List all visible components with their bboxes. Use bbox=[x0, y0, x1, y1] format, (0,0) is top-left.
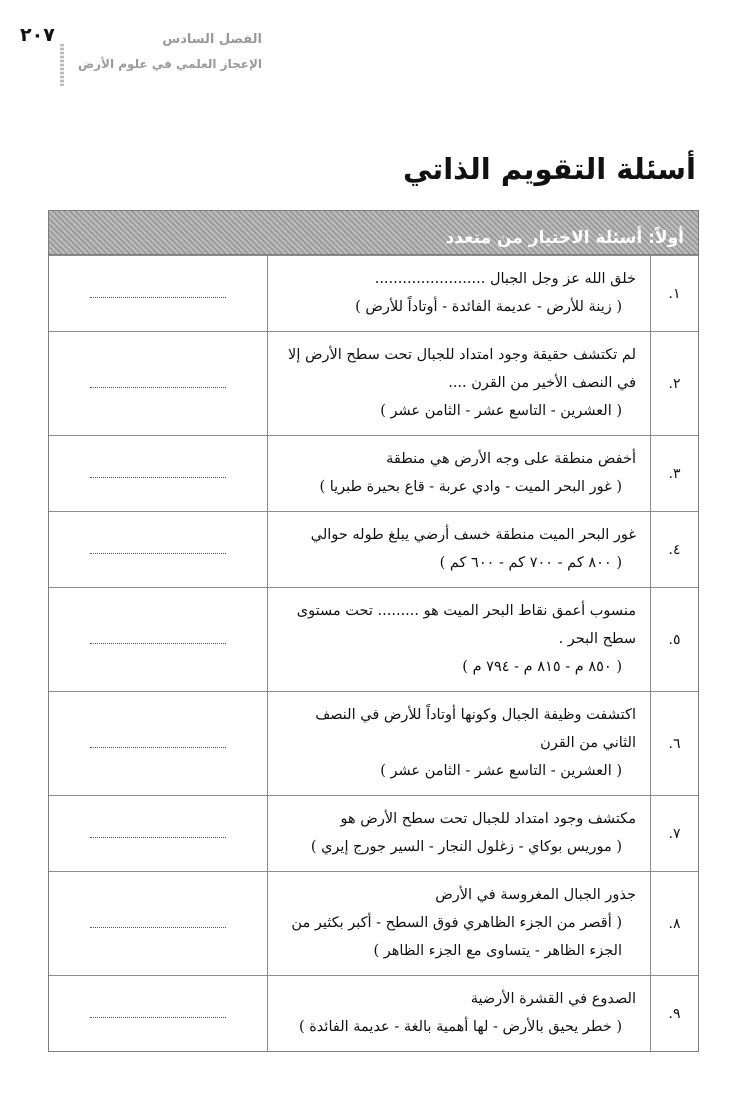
question-options: ( غور البحر الميت - وادي عربة - قاع بحيرة طبريا ) bbox=[319, 479, 622, 495]
question-options: ( ٨٥٠ م - ٨١٥ م - ٧٩٤ م ) bbox=[462, 659, 622, 675]
question-options: ( أقصر من الجزء الظاهري فوق السطح - أكبر بكثير من الجزء الظاهر - يتساوى مع الجزء الظاهر ) bbox=[291, 915, 622, 959]
question-body bbox=[267, 796, 650, 871]
question-body bbox=[267, 872, 650, 975]
chapter-title: الفصل السادس bbox=[162, 32, 262, 47]
answer-line bbox=[90, 552, 226, 554]
question-row bbox=[49, 871, 698, 975]
answer-cell[interactable] bbox=[49, 588, 267, 691]
question-text: خلق الله عز وجل الجبال ........................ bbox=[374, 271, 636, 287]
question-text: غور البحر الميت منطقة خسف أرضي يبلغ طوله حوالي bbox=[310, 527, 636, 543]
answer-line bbox=[90, 296, 226, 298]
question-row bbox=[49, 331, 698, 435]
question-text: اكتشفت وظيفة الجبال وكونها أوتاداً للأرض في النصف الثاني من القرن bbox=[315, 707, 636, 751]
question-body bbox=[267, 256, 650, 331]
answer-cell[interactable] bbox=[49, 796, 267, 871]
question-row bbox=[49, 587, 698, 691]
question-text: لم تكتشف حقيقة وجود امتداد للجبال تحت سطح الأرض إلا في النصف الأخير من القرن .... bbox=[288, 347, 636, 391]
question-text: الصدوع في القشرة الأرضية bbox=[470, 991, 636, 1007]
question-row bbox=[49, 975, 698, 1051]
question-body bbox=[267, 512, 650, 587]
chapter-subtitle: الإعجاز العلمي في علوم الأرض bbox=[77, 57, 262, 71]
answer-line bbox=[90, 476, 226, 478]
question-number: ٦. bbox=[650, 692, 698, 795]
question-number: ٤. bbox=[650, 512, 698, 587]
answer-line bbox=[90, 642, 226, 644]
question-text: مكتشف وجود امتداد للجبال تحت سطح الأرض هو bbox=[340, 811, 636, 827]
question-options: ( خطر يحيق بالأرض - لها أهمية بالغة - عديمة الفائدة ) bbox=[298, 1019, 622, 1035]
question-row bbox=[49, 691, 698, 795]
question-row bbox=[49, 795, 698, 871]
question-body bbox=[267, 588, 650, 691]
question-options: ( العشرين - التاسع عشر - الثامن عشر ) bbox=[380, 403, 622, 419]
answer-cell[interactable] bbox=[49, 436, 267, 511]
question-options: ( ٨٠٠ كم - ٧٠٠ كم - ٦٠٠ كم ) bbox=[439, 555, 622, 571]
question-number: ٣. bbox=[650, 436, 698, 511]
question-body bbox=[267, 332, 650, 435]
question-options: ( العشرين - التاسع عشر - الثامن عشر ) bbox=[380, 763, 622, 779]
answer-line bbox=[90, 746, 226, 748]
answer-cell[interactable] bbox=[49, 512, 267, 587]
question-number: ٢. bbox=[650, 332, 698, 435]
question-text: منسوب أعمق نقاط البحر الميت هو ......... تحت مستوى سطح البحر . bbox=[296, 603, 636, 647]
question-row bbox=[49, 255, 698, 331]
answer-cell[interactable] bbox=[49, 872, 267, 975]
question-row bbox=[49, 435, 698, 511]
answer-line bbox=[90, 836, 226, 838]
answer-cell[interactable] bbox=[49, 332, 267, 435]
answer-cell[interactable] bbox=[49, 976, 267, 1051]
page-number: ٢٠٧ bbox=[20, 24, 55, 46]
question-body bbox=[267, 976, 650, 1051]
question-text: أخفض منطقة على وجه الأرض هي منطقة bbox=[386, 451, 636, 467]
question-body bbox=[267, 692, 650, 795]
section-header-label: أولاً: أسئلة الاختيار من متعدد bbox=[445, 228, 684, 248]
question-options: ( زينة للأرض - عديمة الفائدة - أوتاداً للأرض ) bbox=[355, 299, 622, 315]
question-number: ٥. bbox=[650, 588, 698, 691]
section-header bbox=[49, 211, 698, 255]
answer-line bbox=[90, 1016, 226, 1018]
page-title: أسئلة التقويم الذاتي bbox=[402, 152, 696, 186]
questions-table bbox=[48, 210, 699, 1052]
question-row bbox=[49, 511, 698, 587]
answer-cell[interactable] bbox=[49, 256, 267, 331]
question-options: ( موريس بوكاي - زغلول النجار - السير جورج إيري ) bbox=[310, 839, 622, 855]
question-number: ١. bbox=[650, 256, 698, 331]
answer-line bbox=[90, 386, 226, 388]
answer-cell[interactable] bbox=[49, 692, 267, 795]
answer-line bbox=[90, 926, 226, 928]
header-divider bbox=[60, 44, 64, 86]
question-number: ٩. bbox=[650, 976, 698, 1051]
question-body bbox=[267, 436, 650, 511]
running-head bbox=[62, 32, 262, 71]
question-number: ٧. bbox=[650, 796, 698, 871]
question-text: جذور الجبال المغروسة في الأرض bbox=[435, 887, 636, 903]
question-number: ٨. bbox=[650, 872, 698, 975]
